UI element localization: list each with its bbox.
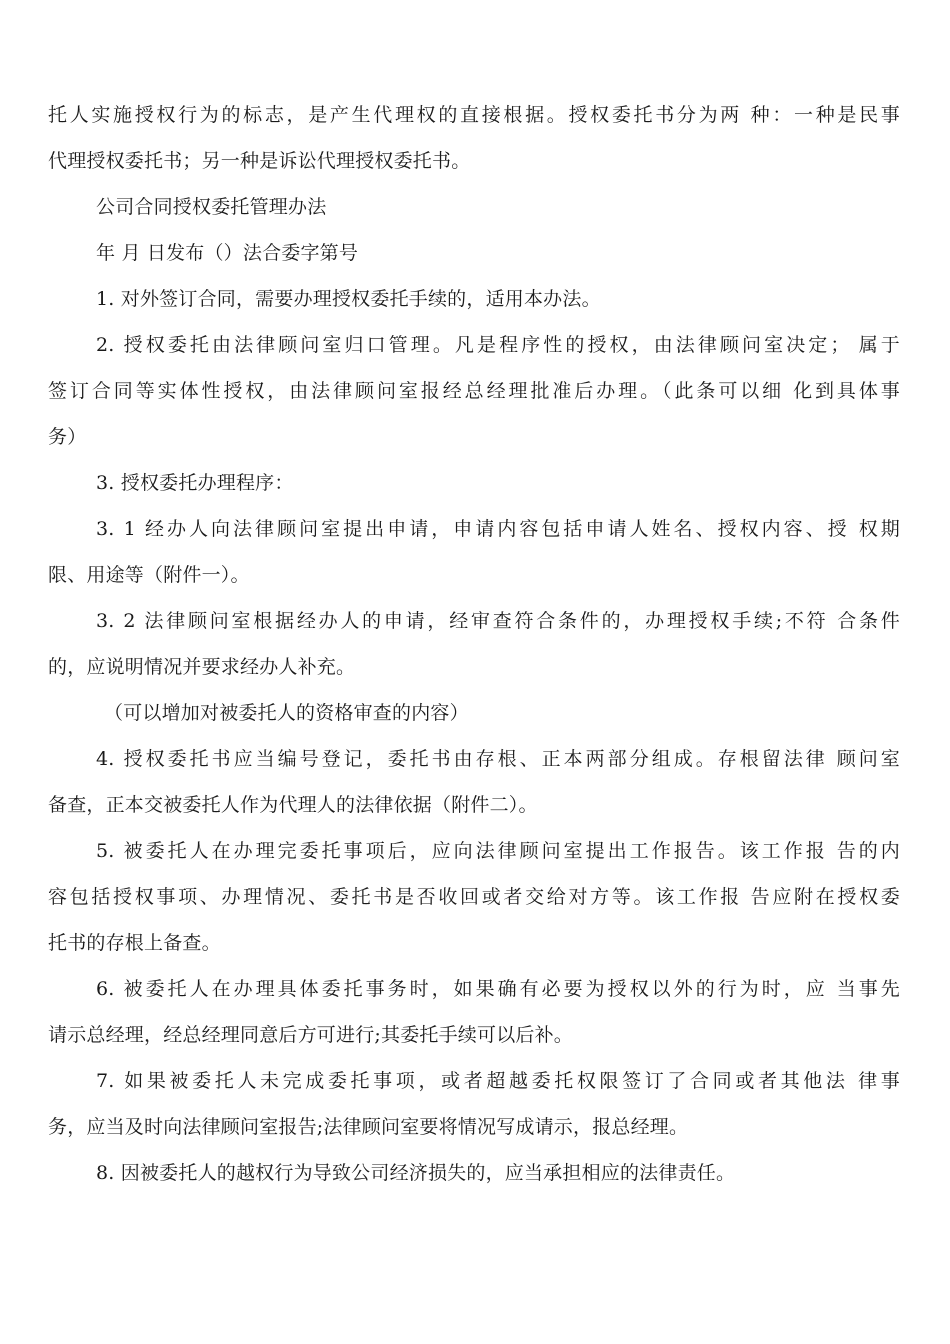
clause-6-line: 6. 被委托人在办理具体委托事务时，如果确有必要为授权以外的行为时，应 当事先 <box>96 978 900 1000</box>
clause-3: 3. 授权委托办理程序： <box>96 472 294 494</box>
clause-3-2-line: 的，应说明情况并要求经办人补充。 <box>48 656 356 678</box>
clause-2-line: 2. 授权委托由法律顾问室归口管理。凡是程序性的授权，由法律顾问室决定； 属于 <box>96 334 900 356</box>
clause-5-line: 5. 被委托人在办理完委托事项后，应向法律顾问室提出工作报告。该工作报 告的内 <box>96 840 900 862</box>
clause-3-2-line: 3. 2 法律顾问室根据经办人的申请，经审查符合条件的，办理授权手续;不符 合条件 <box>96 610 900 632</box>
paragraph-line: 代理授权委托书；另一种是诉讼代理授权委托书。 <box>48 150 471 172</box>
clause-7-line: 7. 如果被委托人未完成委托事项，或者超越委托权限签订了合同或者其他法 律事 <box>96 1070 900 1092</box>
clause-2-line: 务） <box>48 426 87 448</box>
clause-1: 1. 对外签订合同，需要办理授权委托手续的，适用本办法。 <box>96 288 601 310</box>
clause-3-1-line: 限、用途等（附件一）。 <box>48 564 250 586</box>
issue-date-line: 年 月 日发布（）法合委字第号 <box>96 242 359 264</box>
document-page <box>48 92 900 1196</box>
clause-3-1-line: 3. 1 经办人向法律顾问室提出申请，申请内容包括申请人姓名、授权内容、授 权期 <box>96 518 900 540</box>
document-title: 公司合同授权委托管理办法 <box>96 196 327 218</box>
note-line: （可以增加对被委托人的资格审查的内容） <box>104 702 469 724</box>
clause-5-line: 容包括授权事项、办理情况、委托书是否收回或者交给对方等。该工作报 告应附在授权委 <box>48 886 900 908</box>
clause-4-line: 4. 授权委托书应当编号登记，委托书由存根、正本两部分组成。存根留法律 顾问室 <box>96 748 900 770</box>
clause-5-line: 托书的存根上备查。 <box>48 932 221 954</box>
clause-6-line: 请示总经理，经总经理同意后方可进行;其委托手续可以后补。 <box>48 1024 574 1046</box>
clause-2-line: 签订合同等实体性授权，由法律顾问室报经总经理批准后办理。（此条可以细 化到具体事 <box>48 380 900 402</box>
clause-7-line: 务，应当及时向法律顾问室报告;法律顾问室要将情况写成请示，报总经理。 <box>48 1116 689 1138</box>
paragraph-line: 托人实施授权行为的标志，是产生代理权的直接根据。授权委托书分为两 种：一种是民事 <box>48 104 900 126</box>
clause-4-line: 备查，正本交被委托人作为代理人的法律依据（附件二）。 <box>48 794 538 816</box>
clause-8: 8. 因被委托人的越权行为导致公司经济损失的，应当承担相应的法律责任。 <box>96 1162 736 1184</box>
